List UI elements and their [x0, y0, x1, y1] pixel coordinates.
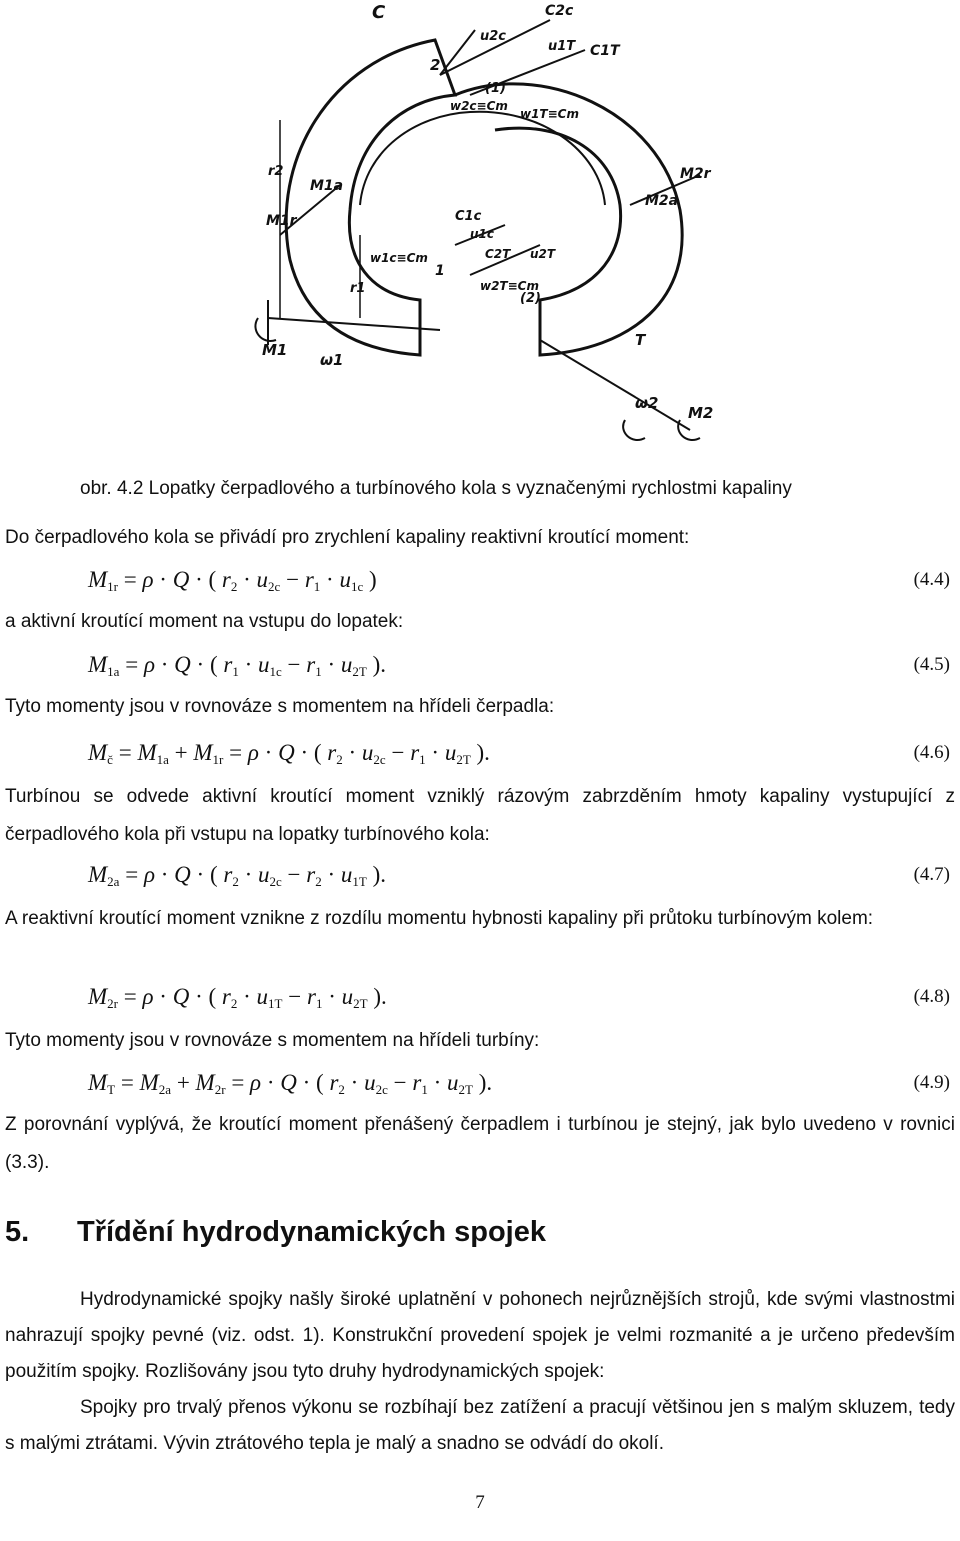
- label-c2c: C2c: [545, 3, 574, 19]
- paragraph-8: Hydrodynamické spojky našly široké uplatnění v pohonech nejrůznějších strojů, kde svými vlastnostmi nahrazují spojky pevné (viz. odst. 1). Konstrukční provedení spojek je velmi rozmanité a je určeno především použitím spojky. Rozlišovány jsou tyto druhy hydrodynamických spojek:: [5, 1289, 955, 1382]
- equation-4-9: [88, 1066, 955, 1104]
- shaft-left-axis: [268, 318, 440, 330]
- section-number: 5.: [5, 1216, 30, 1248]
- label-2: 2: [430, 56, 441, 74]
- paragraph-7: Z porovnání vyplývá, že kroutící moment přenášený čerpadlem i turbínou je stejný, jak bylo uvedeno v rovnici (3.3).: [5, 1114, 955, 1173]
- label-c1c: C1c: [455, 209, 482, 224]
- label-m2a: M2a: [645, 193, 679, 209]
- equation-number-4-6: (4.6): [913, 742, 950, 763]
- label-t: T: [635, 331, 646, 349]
- paragraph-3: Tyto momenty jsou v rovnováze s momentem na hřídeli čerpadla:: [5, 696, 555, 717]
- label-r1: r1: [350, 281, 366, 296]
- label-m1a: M1a: [310, 178, 344, 194]
- paragraph-2: a aktivní kroutící moment na vstupu do lopatek:: [5, 611, 404, 632]
- arrow-u2c: [440, 30, 475, 75]
- label-2-paren: (2): [520, 291, 541, 306]
- rotation-arc-m2: [623, 420, 645, 440]
- label-1: 1: [435, 263, 445, 279]
- figure-caption: obr. 4.2 Lopatky čerpadlového a turbínového kola s vyznačenými rychlostmi kapaliny: [80, 478, 792, 499]
- rotation-arc-m1: [255, 318, 276, 341]
- paragraph-5: A reaktivní kroutící moment vznikne z rozdílu momentu hybnosti kapaliny při průtoku turbínovým kolem:: [5, 908, 874, 929]
- label-w2t: w2T≡Cm: [480, 279, 539, 293]
- paragraph-1: Do čerpadlového kola se přivádí pro zrychlení kapaliny reaktivní kroutící moment:: [5, 527, 690, 548]
- label-w1t: w1T≡Cm: [520, 107, 579, 121]
- coupling-diagram: [240, 0, 760, 460]
- label-c1t: C1T: [590, 43, 620, 59]
- formula-4-4: $M_{1r} = \rho \cdot Q$ · ( $r_2 \cdot u_{2c} - r_1 \cdot u_{1c}$ ): [88, 567, 377, 594]
- label-omega1: ω1: [320, 351, 344, 369]
- label-u1c: u1c: [470, 227, 495, 241]
- paragraph-6: Tyto momenty jsou v rovnováze s momentem na hřídeli turbíny:: [5, 1030, 540, 1051]
- equation-4-4: [88, 563, 955, 601]
- label-r2: r2: [268, 164, 284, 179]
- label-c: C: [372, 2, 386, 23]
- label-m1r: M1r: [266, 213, 297, 229]
- equation-number-4-7: (4.7): [913, 864, 950, 885]
- label-1-paren: (1): [485, 81, 506, 96]
- formula-4-7: $M_{2a} = \rho \cdot Q$ · ( $r_2 \cdot u_{2c} - r_2 \cdot u_{1T}$ ).: [88, 862, 386, 889]
- turbine-wheel-outline: [455, 84, 682, 355]
- label-omega2: ω2: [635, 394, 659, 412]
- section-title: Třídění hydrodynamických spojek: [77, 1216, 546, 1248]
- paragraph-4: Turbínou se odvede aktivní kroutící moment vzniklý rázovým zabrzděním hmoty kapaliny vystupující z čerpadlového kola při vstupu na lopatky turbínového kola:: [5, 786, 955, 845]
- equation-4-5: [88, 648, 955, 686]
- equation-4-7: [88, 858, 955, 896]
- label-m2r: M2r: [680, 166, 711, 182]
- equation-number-4-9: (4.9): [913, 1072, 950, 1093]
- formula-4-8: $M_{2r} = \rho \cdot Q$ · ( $r_2 \cdot u_{1T} - r_1 \cdot u_{2T}$ ).: [88, 984, 387, 1011]
- label-u2c: u2c: [480, 29, 507, 44]
- label-m2: M2: [688, 404, 714, 422]
- equation-4-8: [88, 980, 955, 1018]
- inner-ring: [360, 112, 605, 205]
- equation-number-4-8: (4.8): [913, 986, 950, 1007]
- paragraph-9: Spojky pro trvalý přenos výkonu se rozbíhají bez zatížení a pracují většinou jen s malým skluzem, tedy s malými ztrátami. Vývin ztrátového tepla je malý a snadno se odvádí do okolí.: [5, 1397, 955, 1454]
- equation-number-4-4: (4.4): [913, 569, 950, 590]
- pump-wheel-outline: [286, 40, 455, 355]
- formula-4-9: $M_T = M_{2a} + M_{2r} = \rho \cdot Q$ · ( $r_2 \cdot u_{2c} - r_1 \cdot u_{2T}$ ).: [88, 1070, 493, 1097]
- label-w2c: w2c≡Cm: [450, 99, 508, 113]
- section-heading: [5, 1216, 546, 1249]
- formula-4-6: $M_č = M_{1a} + M_{1r} = \rho \cdot Q$ · ( $r_2 \cdot u_{2c} - r_1 \cdot u_{2T}$ ).: [88, 740, 490, 767]
- formula-4-5: $M_{1a} = \rho \cdot Q$ · ( $r_1 \cdot u_{1c} - r_1 \cdot u_{2T}$ ).: [88, 652, 386, 679]
- shaft-right-axis: [540, 340, 690, 430]
- page-number: 7: [475, 1492, 485, 1513]
- label-u2t: u2T: [530, 247, 556, 261]
- equation-4-6: [88, 736, 955, 774]
- equation-number-4-5: (4.5): [913, 654, 950, 675]
- label-m1: M1: [262, 341, 288, 359]
- figure-coupling-blades: [240, 0, 760, 460]
- label-u1t: u1T: [548, 39, 576, 54]
- label-c2t: C2T: [485, 247, 511, 261]
- label-w1c: w1c≡Cm: [370, 251, 428, 265]
